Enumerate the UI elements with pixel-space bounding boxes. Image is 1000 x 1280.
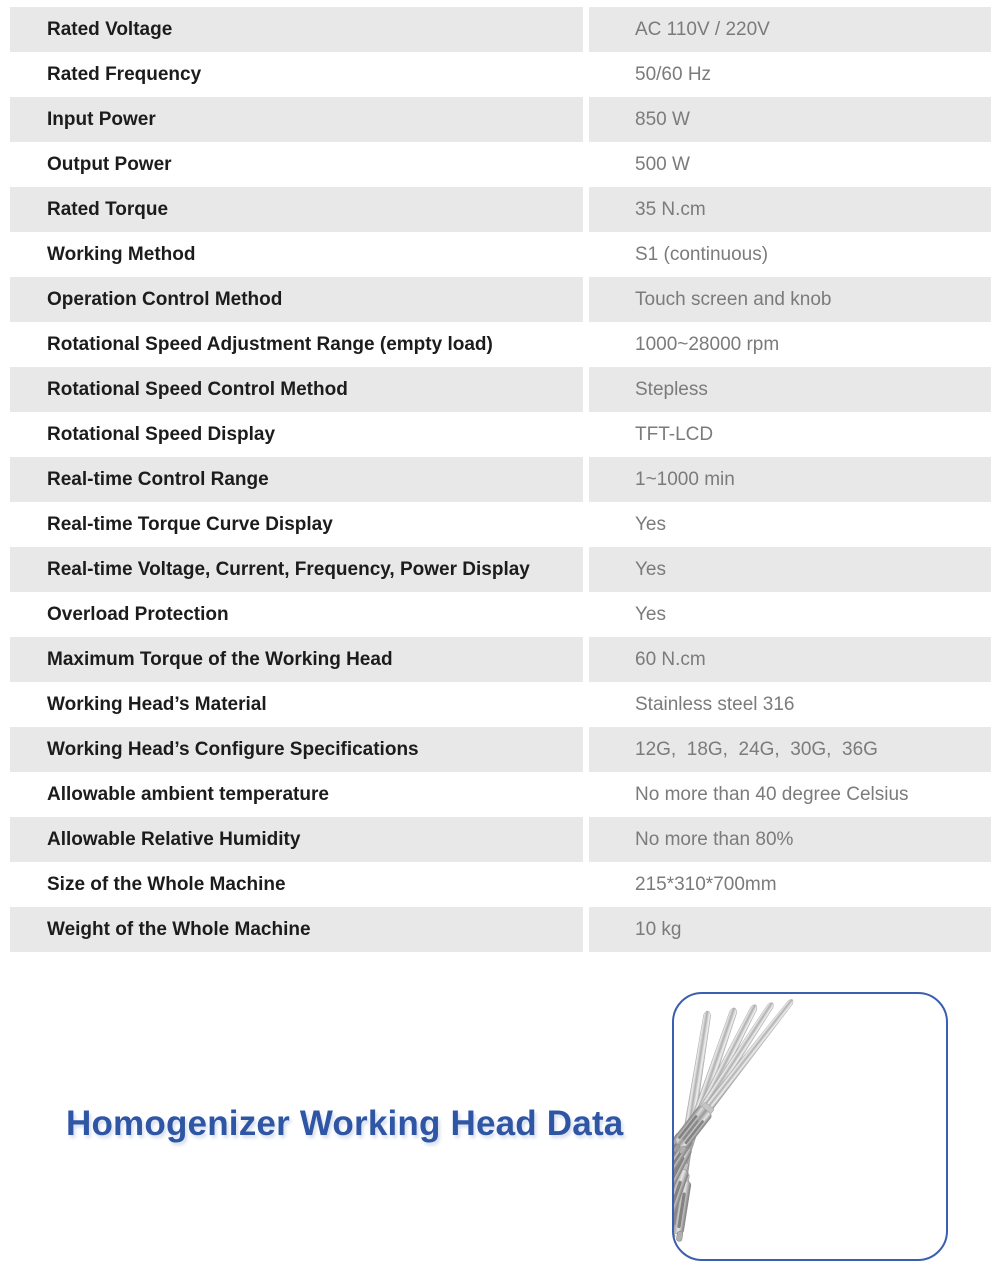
spec-row bbox=[10, 412, 991, 457]
spec-value: Stepless bbox=[589, 367, 991, 412]
spec-label: Rated Frequency bbox=[47, 64, 202, 85]
spec-row bbox=[10, 637, 991, 682]
spec-value: 35 N.cm bbox=[589, 187, 991, 232]
spec-label: Real-time Control Range bbox=[10, 457, 583, 502]
spec-value: Touch screen and knob bbox=[589, 277, 991, 322]
spec-label: Size of the Whole Machine bbox=[47, 874, 286, 895]
spec-row bbox=[10, 7, 991, 52]
spec-label: Weight of the Whole Machine bbox=[10, 907, 583, 952]
spec-label: Real-time Voltage, Current, Frequency, Power Display bbox=[10, 547, 583, 592]
spec-value: 1~1000 min bbox=[589, 457, 991, 502]
spec-row bbox=[10, 907, 991, 952]
spec-label: Rated Voltage bbox=[10, 7, 583, 52]
working-heads-image bbox=[674, 994, 946, 1259]
spec-row bbox=[10, 457, 991, 502]
spec-row bbox=[10, 367, 991, 412]
spec-label: Allowable ambient temperature bbox=[47, 784, 329, 805]
spec-value: S1 (continuous) bbox=[635, 244, 769, 265]
spec-value: 60 N.cm bbox=[589, 637, 991, 682]
spec-value: Yes bbox=[635, 604, 666, 625]
spec-row bbox=[10, 142, 991, 187]
spec-value: No more than 40 degree Celsius bbox=[635, 784, 909, 805]
spec-value: Yes bbox=[589, 547, 991, 592]
spec-label: Output Power bbox=[47, 154, 172, 175]
spec-value: 10 kg bbox=[589, 907, 991, 952]
spec-row bbox=[10, 862, 991, 907]
spec-value: TFT-LCD bbox=[635, 424, 714, 445]
spec-row bbox=[10, 817, 991, 862]
spec-label: Working Head’s Configure Specifications bbox=[10, 727, 583, 772]
spec-value: No more than 80% bbox=[589, 817, 991, 862]
spec-row bbox=[10, 727, 991, 772]
spec-row bbox=[10, 322, 991, 367]
spec-row bbox=[10, 682, 991, 727]
spec-label: Rotational Speed Display bbox=[47, 424, 276, 445]
spec-label: Rotational Speed Control Method bbox=[10, 367, 583, 412]
spec-value: AC 110V / 220V bbox=[589, 7, 991, 52]
spec-row bbox=[10, 592, 991, 637]
spec-label: Allowable Relative Humidity bbox=[10, 817, 583, 862]
spec-value: 850 W bbox=[589, 97, 991, 142]
spec-row bbox=[10, 232, 991, 277]
spec-row bbox=[10, 502, 991, 547]
spec-label: Maximum Torque of the Working Head bbox=[10, 637, 583, 682]
spec-value: 12G, 18G, 24G, 30G, 36G bbox=[589, 727, 991, 772]
spec-value: Stainless steel 316 bbox=[635, 694, 795, 715]
spec-row bbox=[10, 772, 991, 817]
spec-label: Real-time Torque Curve Display bbox=[47, 514, 333, 535]
spec-value: 1000~28000 rpm bbox=[635, 334, 780, 355]
spec-label: Rotational Speed Adjustment Range (empty load) bbox=[47, 334, 493, 355]
spec-row bbox=[10, 52, 991, 97]
spec-value: Yes bbox=[635, 514, 666, 535]
spec-value: 50/60 Hz bbox=[635, 64, 712, 85]
spec-value: 215*310*700mm bbox=[635, 874, 777, 895]
spec-table bbox=[10, 7, 991, 952]
spec-row bbox=[10, 187, 991, 232]
spec-label: Overload Protection bbox=[47, 604, 229, 625]
spec-row bbox=[10, 277, 991, 322]
spec-label: Working Method bbox=[47, 244, 196, 265]
working-heads-image-box bbox=[672, 992, 948, 1261]
section-title: Homogenizer Working Head Data bbox=[66, 1104, 624, 1143]
spec-label: Rated Torque bbox=[10, 187, 583, 232]
spec-label: Working Head’s Material bbox=[47, 694, 267, 715]
spec-row bbox=[10, 97, 991, 142]
spec-value: 500 W bbox=[635, 154, 690, 175]
spec-label: Input Power bbox=[10, 97, 583, 142]
spec-row bbox=[10, 547, 991, 592]
spec-label: Operation Control Method bbox=[10, 277, 583, 322]
